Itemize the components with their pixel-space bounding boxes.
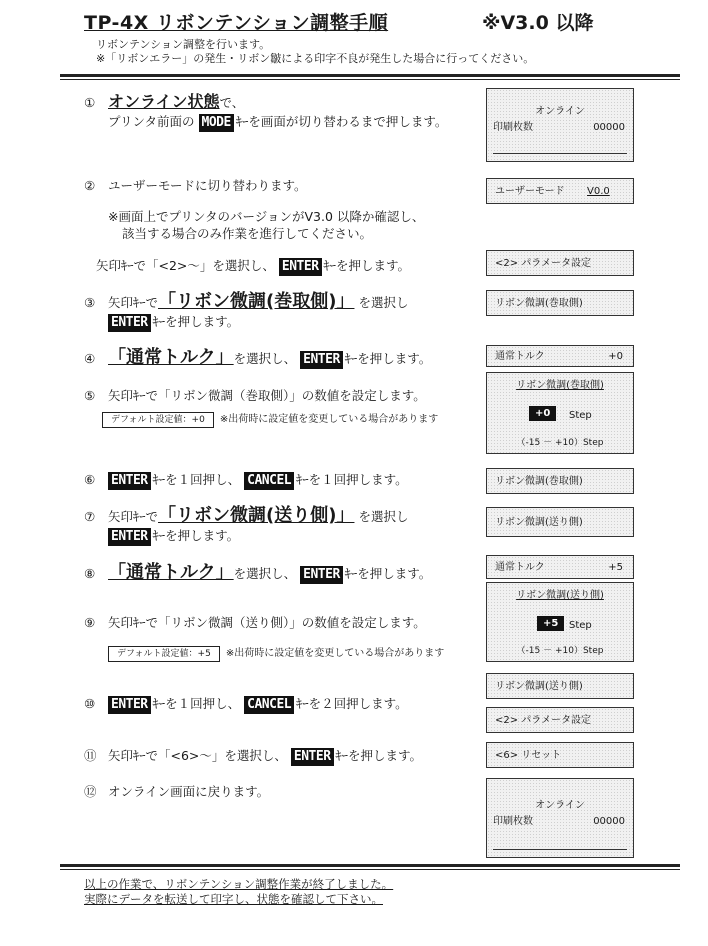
footer-line-2: 実際にデータを転送して印字し、状態を確認して下さい。 — [84, 892, 383, 906]
lcd-online — [486, 88, 634, 162]
step-5 — [84, 386, 426, 405]
note-line-2: 該当する場合のみ作業を進行してください。 — [122, 226, 373, 241]
lcd-text: +0 — [608, 351, 623, 362]
step-5-default — [102, 408, 438, 429]
step-text: プリンタ前面の — [108, 114, 195, 129]
lcd-torque-2 — [486, 555, 634, 579]
step-text: を選択し — [358, 295, 409, 310]
lcd-text: V0.0 — [587, 186, 610, 197]
step-text: 矢印ｷｰで「<2>～」を選択し、 — [96, 258, 275, 273]
intro-line-2: ※「リボンエラー」の発生・リボン皺による印字不良が発生した場合に行ってください。 — [96, 52, 535, 65]
step-text: ｷｰを１回押し、 — [152, 472, 241, 487]
lcd-text: ユーザーモード — [495, 186, 565, 197]
lcd-text: Step — [569, 410, 592, 421]
lcd-text: リボン微調(送り側) — [495, 681, 583, 692]
enter-key: ENTER — [108, 472, 151, 490]
step-text: で、 — [219, 95, 245, 110]
lcd-torque-1 — [486, 345, 634, 367]
step-10 — [84, 694, 408, 714]
lcd-text: リボン微調(巻取側) — [495, 298, 583, 309]
lcd-text: リボン微調(送り側) — [516, 590, 604, 601]
lcd-text: 00000 — [593, 816, 625, 827]
step-text: を選択し、 — [233, 566, 297, 581]
lcd-text: リボン微調(送り側) — [495, 517, 583, 528]
lcd-text: 通常トルク — [495, 562, 545, 573]
enter-key: ENTER — [108, 528, 151, 546]
step-text: 矢印ｷｰで — [108, 295, 159, 310]
step-text: ｷｰを１回押します。 — [296, 472, 408, 487]
cancel-key: CANCEL — [244, 696, 294, 714]
page-title: TP-4X リボンテンション調整手順 — [84, 12, 389, 34]
step-text: ｷｰを２回押します。 — [296, 696, 408, 711]
default-value-box: デフォルト設定値：+0 — [102, 412, 214, 428]
mode-key: MODE — [199, 114, 234, 132]
step-11 — [84, 746, 422, 766]
lcd-underline — [493, 849, 627, 850]
lcd-value: +5 — [537, 616, 564, 631]
lcd-param-2 — [486, 707, 634, 733]
version-note: ※V3.0 以降 — [482, 12, 594, 34]
step-number: ④ — [84, 351, 96, 366]
step-7 — [84, 506, 408, 546]
step-text: ｷｰを押します。 — [344, 351, 432, 366]
default-value-box: デフォルト設定値：+5 — [108, 646, 220, 662]
enter-key: ENTER — [300, 351, 343, 369]
lcd-usermode — [486, 178, 634, 204]
lcd-param — [486, 250, 634, 276]
step-text: ｷｰを押します。 — [344, 566, 432, 581]
lcd-wind-setting — [486, 372, 634, 454]
step-number: ⑧ — [84, 566, 96, 581]
step-number: ⑫ — [84, 784, 97, 799]
lcd-text: リボン微調(巻取側) — [495, 476, 583, 487]
step-text: ｷｰを１回押し、 — [152, 696, 241, 711]
step-text: ユーザーモードに切り替わります。 — [108, 178, 307, 193]
step-6 — [84, 470, 408, 490]
enter-key: ENTER — [291, 748, 334, 766]
intro-text — [96, 38, 534, 66]
normal-torque-label: 「通常トルク」 — [108, 347, 234, 368]
lcd-text: <2> パラメータ設定 — [495, 715, 591, 726]
online-state-text: オンライン状態 — [108, 92, 220, 111]
lcd-text: オンライン — [535, 106, 585, 117]
footer-divider-thin — [60, 869, 680, 870]
step-number: ⑦ — [84, 509, 96, 524]
step-number: ⑩ — [84, 696, 96, 711]
lcd-text: Step — [569, 620, 592, 631]
step-text: 矢印ｷｰで「リボン微調（巻取側）」の数値を設定します。 — [108, 388, 426, 403]
step-number: ⑨ — [84, 615, 96, 630]
lcd-feed-setting — [486, 582, 634, 662]
step-2 — [84, 176, 307, 195]
lcd-value: +0 — [529, 406, 556, 421]
step-2-select — [96, 256, 410, 276]
step-number: ③ — [84, 295, 96, 310]
step-4 — [84, 348, 431, 369]
step-12 — [84, 782, 269, 801]
step-9 — [84, 613, 426, 632]
header-divider-thin — [60, 79, 680, 80]
lcd-ribbon-wind — [486, 290, 634, 316]
version-check-note — [108, 208, 424, 242]
normal-torque-label: 「通常トルク」 — [108, 562, 234, 583]
step-text: ｷｰを画面が切り替わるまで押します。 — [235, 114, 448, 129]
lcd-text: 印刷枚数 — [493, 122, 533, 133]
lcd-text: 通常トルク — [495, 351, 545, 362]
step-text: ｷｰを押します。 — [323, 258, 411, 273]
step-number: ⑪ — [84, 748, 97, 763]
footer-line-1: 以上の作業で、リボンテンション調整作業が終了しました。 — [84, 877, 394, 891]
lcd-text: <2> パラメータ設定 — [495, 258, 591, 269]
ribbon-feed-label: 「リボン微調(送り側)」 — [158, 505, 355, 526]
lcd-text: （-15 － +10）Step — [516, 438, 604, 448]
step-text: 矢印ｷｰで「リボン微調（送り側）」の数値を設定します。 — [108, 615, 426, 630]
lcd-ribbon-feed — [486, 507, 634, 537]
step-text: オンライン画面に戻ります。 — [108, 784, 270, 799]
note-line-1: ※画面上でプリンタのバージョンがV3.0 以降か確認し、 — [108, 209, 425, 224]
enter-key: ENTER — [279, 258, 322, 276]
enter-key: ENTER — [108, 696, 151, 714]
step-text: を選択し、 — [233, 351, 297, 366]
footer-divider — [60, 864, 680, 867]
step-text: ｷｰを押します。 — [152, 528, 240, 543]
lcd-text: （-15 － +10）Step — [516, 646, 604, 656]
step-text: ｷｰを押します。 — [335, 748, 423, 763]
step-9-default — [108, 642, 444, 663]
step-text: 矢印ｷｰで — [108, 509, 159, 524]
lcd-ribbon-wind-2 — [486, 468, 634, 494]
step-text: を選択し — [358, 509, 409, 524]
cancel-key: CANCEL — [244, 472, 294, 490]
lcd-ribbon-feed-2 — [486, 673, 634, 699]
intro-line-1: リボンテンション調整を行います。 — [96, 38, 271, 51]
lcd-text: <6> リセット — [495, 750, 562, 761]
lcd-underline — [493, 153, 627, 154]
shipping-note: ※出荷時に設定値を変更している場合があります — [225, 648, 445, 659]
step-text: 矢印ｷｰで「<6>～」を選択し、 — [108, 748, 287, 763]
header-divider — [60, 74, 680, 77]
step-8 — [84, 563, 431, 584]
step-number: ⑤ — [84, 388, 96, 403]
footer-text — [84, 877, 393, 907]
step-text: ｷｰを押します。 — [152, 314, 240, 329]
lcd-text: 00000 — [593, 122, 625, 133]
enter-key: ENTER — [300, 566, 343, 584]
lcd-text: 印刷枚数 — [493, 816, 533, 827]
step-number: ② — [84, 178, 96, 193]
lcd-online-2 — [486, 778, 634, 858]
lcd-text: リボン微調(巻取側) — [516, 380, 604, 391]
step-1 — [84, 92, 447, 132]
lcd-text: +5 — [608, 562, 623, 573]
lcd-text: オンライン — [535, 800, 585, 811]
step-number: ⑥ — [84, 472, 96, 487]
ribbon-wind-label: 「リボン微調(巻取側)」 — [158, 291, 355, 312]
step-3 — [84, 292, 408, 332]
lcd-reset — [486, 742, 634, 768]
enter-key: ENTER — [108, 314, 151, 332]
step-number: ① — [84, 95, 96, 110]
shipping-note: ※出荷時に設定値を変更している場合があります — [219, 414, 439, 425]
